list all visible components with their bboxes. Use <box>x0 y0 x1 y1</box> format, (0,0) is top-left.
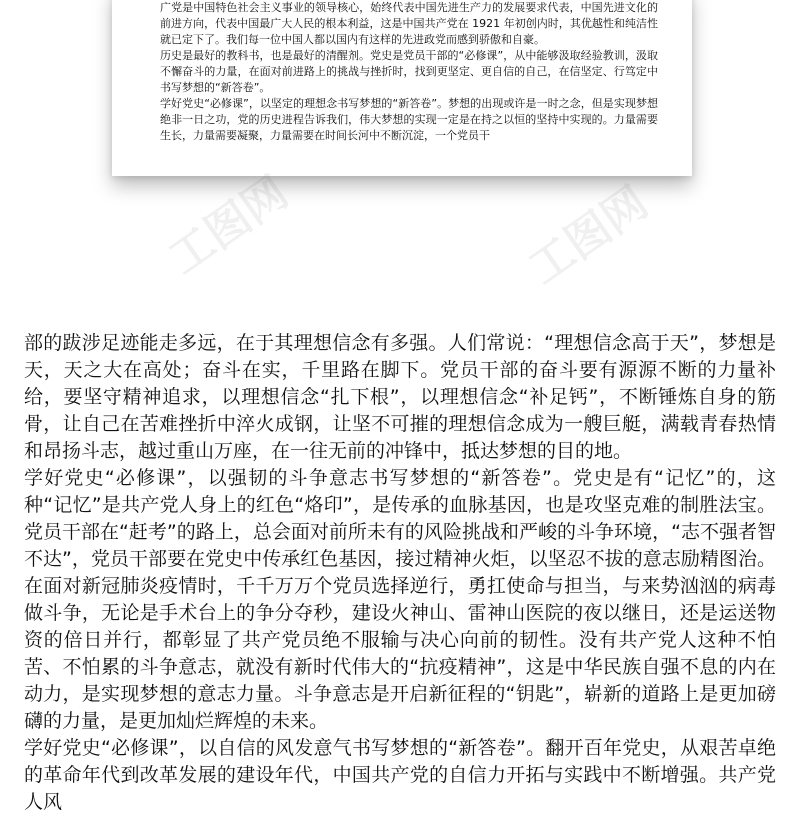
document-preview-body <box>112 0 692 144</box>
watermark-logo: 工图网 <box>159 166 298 285</box>
document-preview-card <box>112 0 692 176</box>
watermark-logo: 工图网 <box>519 176 658 295</box>
article-paragraph: 学好党史“必修课”，以自信的风发意气书写梦想的“新答卷”。翻开百年党史，从艰苦卓绝的革命年代到改革发展的建设年代，中国共产党的自信力开拓与实践中不断增强。共产党人风 <box>24 737 776 813</box>
preview-paragraph: 学好党史“必修课”，以坚定的理想念书写梦想的“新答卷”。梦想的出现或许是一时之念，但是实现梦想绝非一日之功，党的历史进程告诉我们，伟大梦想的实现一定是在持之以恒的坚持中实现的。力量需要生长，力量需要凝聚，力量需要在时间长河中不断沉淀，一个党员干 <box>160 97 658 142</box>
article-body <box>24 330 776 816</box>
preview-paragraph: 广党是中国特色社会主义事业的领导核心，始终代表中国先进生产力的发展要求代表，中国先进文化的前进方向，代表中国最广大人民的根本利益，这是中国共产党在 1921 年初创内时，其优越性和纯洁性就已定下了。我们每一位中国人都以国内有这样的先进政党而感到骄傲和自豪。 <box>160 1 658 46</box>
preview-paragraph: 历史是最好的教科书，也是最好的清醒剂。党史是党员干部的“必修课”，从中能够汲取经验教训，汲取不懈奋斗的力量，在面对前进路上的挑战与挫折时，找到更坚定、更自信的自己，在信坚定、行笃定中书写梦想的“新答卷”。 <box>160 49 658 94</box>
article-paragraph: 学好党史“必修课”，以强韧的斗争意志书写梦想的“新答卷”。党史是有“记忆”的，这种“记忆”是共产党人身上的红色“烙印”，是传承的血脉基因，也是攻坚克难的制胜法宝。党员干部在“赶考”的路上，总会面对前所未有的风险挑战和严峻的斗争环境，“志不强者智不达”，党员干部要在党史中传承红色基因，接过精神火炬，以坚忍不拔的意志励精图治。在面对新冠肺炎疫情时，千千万万个党员选择逆行，勇扛使命与担当，与来势汹汹的病毒做斗争，无论是手术台上的争分夺秒，建设火神山、雷神山医院的夜以继日，还是运送物资的倍日并行，都彰显了共产党员绝不服输与决心向前的韧性。没有共产党人这种不怕苦、不怕累的斗争意志，就没有新时代伟大的“抗疫精神”，这是中华民族自强不息的内在动力，是实现梦想的意志力量。斗争意志是开启新征程的“钥匙”，崭新的道路上是更加磅礴的力量，是更加灿烂辉煌的未来。 <box>24 467 776 732</box>
article-paragraph: 部的跋涉足迹能走多远，在于其理想信念有多强。人们常说：“理想信念高于天”，梦想是天，天之大在高处；奋斗在实，千里路在脚下。党员干部的奋斗要有源源不断的力量补给，要坚守精神追求，以理想信念“扎下根”，以理想信念“补足钙”，不断锤炼自身的筋骨，让自己在苦难挫折中淬火成钢，让坚不可摧的理想信念成为一艘巨艇，满载青春热情和昂扬斗志，越过重山万座，在一往无前的冲锋中，抵达梦想的目的地。 <box>24 332 776 462</box>
